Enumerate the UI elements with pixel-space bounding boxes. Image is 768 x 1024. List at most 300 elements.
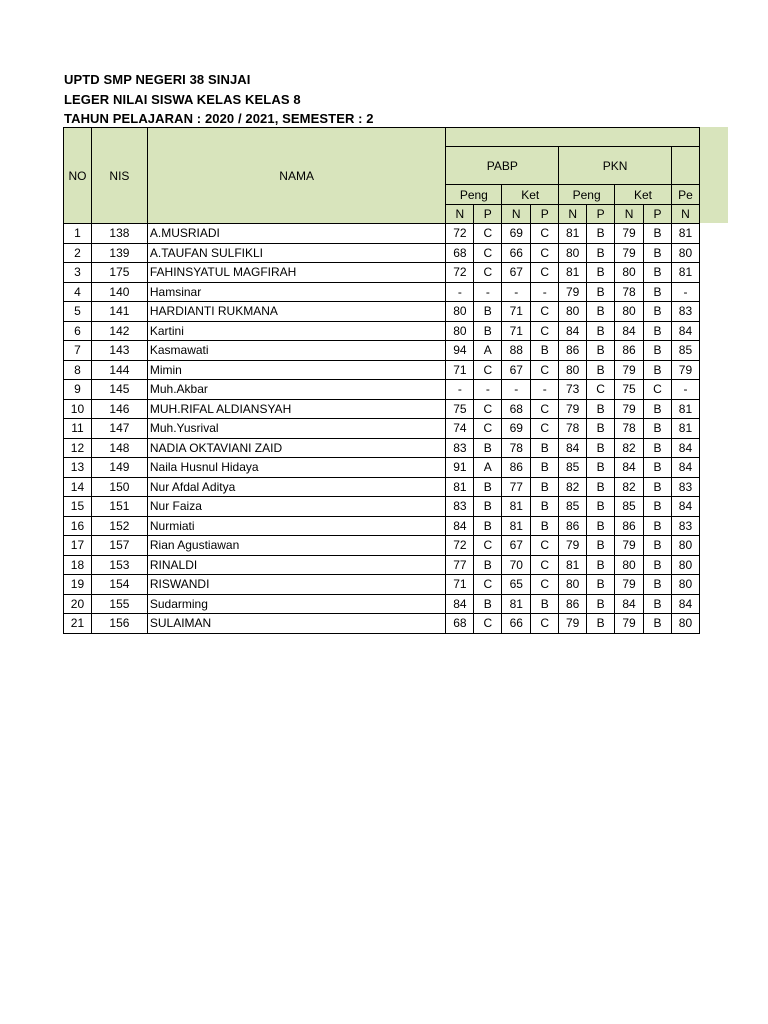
- cell-nis: 175: [91, 263, 147, 283]
- cell-pabp-ket-n: 67: [502, 263, 531, 283]
- cell-next-peng-n: 80: [671, 555, 699, 575]
- cell-pkn-peng-n: 84: [559, 321, 587, 341]
- cell-next-peng-n: 80: [671, 575, 699, 595]
- cell-pabp-peng-n: 71: [446, 360, 474, 380]
- cell-pkn-peng-n: 86: [559, 516, 587, 536]
- table-row: [64, 282, 700, 302]
- cell-pabp-ket-p: C: [531, 419, 559, 439]
- cell-no: 20: [64, 594, 92, 614]
- header-subject-partial: [671, 147, 699, 185]
- cell-pabp-ket-n: 71: [502, 321, 531, 341]
- cell-pabp-peng-p: B: [474, 594, 502, 614]
- cell-pkn-ket-p: B: [644, 575, 672, 595]
- cell-pabp-ket-p: C: [531, 243, 559, 263]
- cell-pabp-peng-p: A: [474, 341, 502, 361]
- cell-nama: Muh.Akbar: [147, 380, 446, 400]
- cell-pkn-ket-n: 85: [615, 497, 644, 517]
- cell-pabp-ket-n: 78: [502, 438, 531, 458]
- table-row: [64, 419, 700, 439]
- cell-pkn-peng-p: B: [587, 555, 615, 575]
- cell-nis: 150: [91, 477, 147, 497]
- cell-pabp-ket-n: 81: [502, 594, 531, 614]
- table-row: [64, 302, 700, 322]
- cell-no: 7: [64, 341, 92, 361]
- table-row: [64, 458, 700, 478]
- cell-pkn-peng-p: B: [587, 302, 615, 322]
- cell-pkn-ket-p: B: [644, 321, 672, 341]
- table-row: [64, 360, 700, 380]
- cell-pkn-peng-p: B: [587, 614, 615, 634]
- cell-pkn-ket-n: 79: [615, 360, 644, 380]
- cell-nis: 138: [91, 224, 147, 244]
- cell-pabp-peng-p: B: [474, 497, 502, 517]
- cell-pkn-peng-p: B: [587, 419, 615, 439]
- cell-nama: Naila Husnul Hidaya: [147, 458, 446, 478]
- report-subtitle: LEGER NILAI SISWA KELAS KELAS 8: [64, 91, 301, 107]
- cell-pkn-ket-n: 86: [615, 341, 644, 361]
- cell-pkn-ket-p: B: [644, 399, 672, 419]
- cell-pabp-peng-p: B: [474, 302, 502, 322]
- cell-pabp-peng-p: C: [474, 263, 502, 283]
- cell-no: 12: [64, 438, 92, 458]
- cell-nis: 145: [91, 380, 147, 400]
- cell-pabp-peng-n: 68: [446, 243, 474, 263]
- cell-pabp-peng-p: C: [474, 399, 502, 419]
- header-no: NO: [64, 128, 92, 224]
- cell-pkn-ket-n: 79: [615, 575, 644, 595]
- cell-pkn-ket-p: B: [644, 536, 672, 556]
- table-row: [64, 614, 700, 634]
- cell-pkn-ket-n: 79: [615, 614, 644, 634]
- table-row: [64, 594, 700, 614]
- cell-no: 14: [64, 477, 92, 497]
- cell-pabp-peng-p: B: [474, 438, 502, 458]
- cell-nama: A.MUSRIADI: [147, 224, 446, 244]
- cell-pabp-ket-p: C: [531, 555, 559, 575]
- cell-pkn-peng-n: 80: [559, 575, 587, 595]
- cell-pkn-peng-n: 80: [559, 360, 587, 380]
- cell-pkn-ket-n: 78: [615, 282, 644, 302]
- cell-nama: MUH.RIFAL ALDIANSYAH: [147, 399, 446, 419]
- header-peng: Peng: [446, 185, 502, 205]
- cell-no: 2: [64, 243, 92, 263]
- academic-year: TAHUN PELAJARAN : 2020 / 2021, SEMESTER : 2: [64, 111, 374, 126]
- cell-pabp-ket-p: B: [531, 458, 559, 478]
- cell-nis: 149: [91, 458, 147, 478]
- cell-pkn-ket-p: B: [644, 497, 672, 517]
- cell-pabp-peng-n: 91: [446, 458, 474, 478]
- cell-pkn-ket-p: B: [644, 282, 672, 302]
- cell-pkn-peng-p: B: [587, 477, 615, 497]
- cell-next-peng-n: 79: [671, 360, 699, 380]
- cell-nama: FAHINSYATUL MAGFIRAH: [147, 263, 446, 283]
- cell-no: 15: [64, 497, 92, 517]
- table-header: [64, 128, 700, 224]
- cell-nama: Nur Afdal Aditya: [147, 477, 446, 497]
- cell-no: 13: [64, 458, 92, 478]
- cell-next-peng-n: 84: [671, 497, 699, 517]
- cell-nama: HARDIANTI RUKMANA: [147, 302, 446, 322]
- header-p: P: [474, 205, 502, 224]
- cell-pkn-peng-n: 81: [559, 224, 587, 244]
- cell-pabp-ket-p: C: [531, 224, 559, 244]
- cell-pkn-ket-n: 79: [615, 224, 644, 244]
- cell-pabp-ket-n: 71: [502, 302, 531, 322]
- cell-next-peng-n: 81: [671, 224, 699, 244]
- cell-pkn-peng-n: 85: [559, 458, 587, 478]
- cell-nama: Mimin: [147, 360, 446, 380]
- cell-pabp-ket-n: 69: [502, 419, 531, 439]
- cell-next-peng-n: 83: [671, 302, 699, 322]
- cell-nis: 155: [91, 594, 147, 614]
- cell-pkn-ket-p: B: [644, 516, 672, 536]
- cell-nis: 144: [91, 360, 147, 380]
- cell-pkn-peng-n: 80: [559, 243, 587, 263]
- cell-next-peng-n: -: [671, 282, 699, 302]
- cell-nama: NADIA OKTAVIANI ZAID: [147, 438, 446, 458]
- header-p: P: [587, 205, 615, 224]
- cell-nis: 152: [91, 516, 147, 536]
- cell-pabp-peng-p: B: [474, 321, 502, 341]
- grade-table: [63, 127, 700, 634]
- header-peng: Peng: [559, 185, 615, 205]
- table-row: [64, 555, 700, 575]
- cell-next-peng-n: 84: [671, 321, 699, 341]
- header-ket: Ket: [502, 185, 559, 205]
- table-row: [64, 224, 700, 244]
- cell-pkn-ket-p: B: [644, 419, 672, 439]
- cell-pkn-peng-p: B: [587, 341, 615, 361]
- cell-pkn-peng-n: 79: [559, 536, 587, 556]
- cell-next-peng-n: 80: [671, 614, 699, 634]
- cell-pkn-ket-n: 78: [615, 419, 644, 439]
- cell-pkn-ket-n: 82: [615, 477, 644, 497]
- school-name: UPTD SMP NEGERI 38 SINJAI: [64, 72, 251, 87]
- cell-pkn-peng-n: 73: [559, 380, 587, 400]
- cell-no: 10: [64, 399, 92, 419]
- cell-nis: 140: [91, 282, 147, 302]
- cell-pkn-peng-n: 80: [559, 302, 587, 322]
- table-row: [64, 438, 700, 458]
- cell-next-peng-n: 80: [671, 243, 699, 263]
- cell-pabp-ket-n: 81: [502, 516, 531, 536]
- table-body: [64, 224, 700, 634]
- cell-pkn-peng-p: B: [587, 594, 615, 614]
- cell-nama: RISWANDI: [147, 575, 446, 595]
- cell-nama: Rian Agustiawan: [147, 536, 446, 556]
- cell-nis: 151: [91, 497, 147, 517]
- cell-pabp-ket-n: -: [502, 282, 531, 302]
- cell-pabp-ket-n: 86: [502, 458, 531, 478]
- cell-pabp-peng-p: A: [474, 458, 502, 478]
- cell-nama: Muh.Yusrival: [147, 419, 446, 439]
- cell-no: 18: [64, 555, 92, 575]
- cell-pabp-peng-n: 74: [446, 419, 474, 439]
- cell-next-peng-n: 83: [671, 516, 699, 536]
- header-n: N: [671, 205, 699, 224]
- cell-pkn-ket-n: 79: [615, 536, 644, 556]
- cell-no: 6: [64, 321, 92, 341]
- cell-nis: 139: [91, 243, 147, 263]
- cell-no: 1: [64, 224, 92, 244]
- cell-next-peng-n: 85: [671, 341, 699, 361]
- cell-pabp-ket-n: 66: [502, 614, 531, 634]
- header-p: P: [531, 205, 559, 224]
- cell-pabp-peng-p: B: [474, 477, 502, 497]
- cell-pabp-ket-p: C: [531, 321, 559, 341]
- header-subject-pkn: PKN: [559, 147, 672, 185]
- cell-pabp-peng-n: 80: [446, 302, 474, 322]
- cell-no: 3: [64, 263, 92, 283]
- cell-pabp-peng-p: -: [474, 282, 502, 302]
- cell-pkn-peng-p: B: [587, 243, 615, 263]
- cell-pkn-ket-n: 84: [615, 458, 644, 478]
- cell-pkn-peng-p: B: [587, 321, 615, 341]
- cell-pabp-peng-n: 94: [446, 341, 474, 361]
- cell-pabp-peng-n: 77: [446, 555, 474, 575]
- cell-pkn-peng-n: 85: [559, 497, 587, 517]
- cell-pkn-peng-n: 84: [559, 438, 587, 458]
- cell-nis: 148: [91, 438, 147, 458]
- cell-nama: Kasmawati: [147, 341, 446, 361]
- cell-pabp-ket-n: 88: [502, 341, 531, 361]
- report-titles: [64, 70, 704, 129]
- cell-pkn-ket-p: B: [644, 341, 672, 361]
- cell-pabp-peng-n: 83: [446, 438, 474, 458]
- cell-pkn-peng-p: B: [587, 536, 615, 556]
- cell-pabp-ket-p: B: [531, 341, 559, 361]
- cell-pkn-peng-p: B: [587, 438, 615, 458]
- header-peng-partial: Pe: [671, 185, 699, 205]
- cell-pabp-peng-p: C: [474, 224, 502, 244]
- cell-pabp-ket-n: 65: [502, 575, 531, 595]
- cell-nis: 153: [91, 555, 147, 575]
- cell-pkn-ket-n: 80: [615, 302, 644, 322]
- cell-pabp-peng-n: 81: [446, 477, 474, 497]
- cell-pkn-peng-n: 79: [559, 614, 587, 634]
- cell-pabp-ket-n: 69: [502, 224, 531, 244]
- cell-pabp-peng-p: C: [474, 243, 502, 263]
- cell-no: 16: [64, 516, 92, 536]
- cell-pkn-peng-p: B: [587, 282, 615, 302]
- cell-pabp-peng-n: 72: [446, 536, 474, 556]
- grade-table-viewport: [63, 127, 700, 637]
- cell-pkn-peng-n: 86: [559, 594, 587, 614]
- cell-pkn-peng-p: B: [587, 263, 615, 283]
- table-row: [64, 263, 700, 283]
- cell-no: 4: [64, 282, 92, 302]
- cell-pkn-ket-n: 86: [615, 516, 644, 536]
- cell-nis: 142: [91, 321, 147, 341]
- cell-pkn-ket-p: B: [644, 458, 672, 478]
- cell-pkn-peng-n: 78: [559, 419, 587, 439]
- cell-pabp-peng-p: -: [474, 380, 502, 400]
- cell-pabp-ket-p: C: [531, 263, 559, 283]
- table-row: [64, 321, 700, 341]
- cell-pabp-ket-p: C: [531, 575, 559, 595]
- cell-pkn-ket-n: 79: [615, 243, 644, 263]
- cell-pkn-peng-p: B: [587, 575, 615, 595]
- table-row: [64, 380, 700, 400]
- cell-pabp-peng-p: B: [474, 516, 502, 536]
- cell-next-peng-n: 81: [671, 399, 699, 419]
- cell-nama: Kartini: [147, 321, 446, 341]
- cell-nama: Sudarming: [147, 594, 446, 614]
- cell-pabp-ket-n: 66: [502, 243, 531, 263]
- cell-pkn-ket-n: 84: [615, 321, 644, 341]
- cell-no: 9: [64, 380, 92, 400]
- cell-pabp-ket-p: -: [531, 380, 559, 400]
- cell-pabp-peng-p: C: [474, 614, 502, 634]
- cell-next-peng-n: 81: [671, 263, 699, 283]
- cell-nis: 143: [91, 341, 147, 361]
- cell-no: 19: [64, 575, 92, 595]
- cell-pkn-ket-n: 82: [615, 438, 644, 458]
- table-row: [64, 399, 700, 419]
- cell-pkn-peng-n: 79: [559, 282, 587, 302]
- cell-pabp-ket-n: 67: [502, 360, 531, 380]
- cell-pkn-peng-n: 81: [559, 555, 587, 575]
- cell-pkn-peng-p: B: [587, 399, 615, 419]
- cell-nis: 154: [91, 575, 147, 595]
- cell-next-peng-n: 84: [671, 458, 699, 478]
- cell-next-peng-n: 81: [671, 419, 699, 439]
- cell-next-peng-n: 84: [671, 438, 699, 458]
- cell-no: 5: [64, 302, 92, 322]
- header-nama: NAMA: [147, 128, 446, 224]
- cell-pkn-peng-n: 81: [559, 263, 587, 283]
- cell-pkn-ket-p: B: [644, 614, 672, 634]
- cell-pabp-ket-n: 67: [502, 536, 531, 556]
- cell-next-peng-n: 83: [671, 477, 699, 497]
- cell-pabp-ket-p: C: [531, 536, 559, 556]
- cell-pabp-peng-n: 84: [446, 594, 474, 614]
- cell-next-peng-n: 84: [671, 594, 699, 614]
- cell-no: 21: [64, 614, 92, 634]
- header-ket: Ket: [615, 185, 672, 205]
- header-nis: NIS: [91, 128, 147, 224]
- cell-pkn-peng-p: B: [587, 516, 615, 536]
- header-n: N: [615, 205, 644, 224]
- cell-pabp-ket-p: C: [531, 302, 559, 322]
- cell-pabp-peng-n: 75: [446, 399, 474, 419]
- cell-pabp-ket-p: -: [531, 282, 559, 302]
- cell-pabp-ket-n: -: [502, 380, 531, 400]
- cell-pkn-ket-n: 80: [615, 263, 644, 283]
- cell-pabp-peng-p: C: [474, 536, 502, 556]
- cell-pkn-ket-n: 75: [615, 380, 644, 400]
- cell-no: 17: [64, 536, 92, 556]
- cell-pkn-ket-p: B: [644, 555, 672, 575]
- cell-pabp-ket-p: B: [531, 477, 559, 497]
- cell-next-peng-n: 80: [671, 536, 699, 556]
- cell-pabp-peng-n: 84: [446, 516, 474, 536]
- cell-pabp-ket-p: B: [531, 497, 559, 517]
- cell-next-peng-n: -: [671, 380, 699, 400]
- cell-nis: 146: [91, 399, 147, 419]
- cell-pabp-peng-p: C: [474, 360, 502, 380]
- cell-nama: Nurmiati: [147, 516, 446, 536]
- cell-pkn-ket-p: B: [644, 224, 672, 244]
- cell-nis: 157: [91, 536, 147, 556]
- cell-nama: Nur Faiza: [147, 497, 446, 517]
- cell-pabp-peng-n: 68: [446, 614, 474, 634]
- cell-nama: SULAIMAN: [147, 614, 446, 634]
- cell-pabp-ket-n: 77: [502, 477, 531, 497]
- cell-pabp-ket-p: B: [531, 594, 559, 614]
- cell-pkn-peng-p: B: [587, 224, 615, 244]
- table-row: [64, 536, 700, 556]
- cell-nis: 147: [91, 419, 147, 439]
- cell-pabp-ket-p: B: [531, 438, 559, 458]
- table-row: [64, 575, 700, 595]
- cell-pabp-ket-p: B: [531, 516, 559, 536]
- cell-pabp-peng-p: B: [474, 555, 502, 575]
- cell-pabp-ket-p: C: [531, 614, 559, 634]
- cell-nis: 156: [91, 614, 147, 634]
- cell-pabp-peng-n: 72: [446, 263, 474, 283]
- header-n: N: [446, 205, 474, 224]
- header-group-empty: [446, 128, 700, 147]
- table-row: [64, 477, 700, 497]
- header-p: P: [644, 205, 672, 224]
- header-n: N: [559, 205, 587, 224]
- cell-pkn-peng-p: B: [587, 360, 615, 380]
- cell-pkn-ket-p: B: [644, 243, 672, 263]
- cell-pabp-ket-n: 68: [502, 399, 531, 419]
- cell-pkn-ket-p: B: [644, 438, 672, 458]
- cell-pkn-ket-p: B: [644, 302, 672, 322]
- cell-pabp-peng-n: 71: [446, 575, 474, 595]
- table-row: [64, 497, 700, 517]
- cell-pabp-peng-p: C: [474, 575, 502, 595]
- table-row: [64, 243, 700, 263]
- header-n: N: [502, 205, 531, 224]
- cell-pabp-ket-p: C: [531, 360, 559, 380]
- cell-pabp-peng-n: -: [446, 282, 474, 302]
- cell-pkn-peng-p: B: [587, 458, 615, 478]
- table-row: [64, 516, 700, 536]
- cell-pabp-peng-n: -: [446, 380, 474, 400]
- cell-nis: 141: [91, 302, 147, 322]
- header-overflow-fill: [700, 127, 728, 223]
- cell-pabp-ket-n: 81: [502, 497, 531, 517]
- cell-nama: A.TAUFAN SULFIKLI: [147, 243, 446, 263]
- cell-no: 8: [64, 360, 92, 380]
- cell-pkn-peng-n: 79: [559, 399, 587, 419]
- cell-pabp-peng-p: C: [474, 419, 502, 439]
- cell-pkn-ket-p: B: [644, 360, 672, 380]
- cell-pabp-peng-n: 83: [446, 497, 474, 517]
- cell-nama: RINALDI: [147, 555, 446, 575]
- cell-pkn-ket-p: B: [644, 477, 672, 497]
- cell-pkn-peng-p: B: [587, 497, 615, 517]
- header-subject-pabp: PABP: [446, 147, 559, 185]
- cell-pkn-ket-p: C: [644, 380, 672, 400]
- cell-pabp-ket-n: 70: [502, 555, 531, 575]
- cell-pabp-ket-p: C: [531, 399, 559, 419]
- cell-no: 11: [64, 419, 92, 439]
- cell-pkn-ket-n: 80: [615, 555, 644, 575]
- cell-pkn-ket-p: B: [644, 263, 672, 283]
- cell-nama: Hamsinar: [147, 282, 446, 302]
- cell-pkn-peng-n: 82: [559, 477, 587, 497]
- cell-pkn-ket-n: 79: [615, 399, 644, 419]
- cell-pabp-peng-n: 80: [446, 321, 474, 341]
- cell-pabp-peng-n: 72: [446, 224, 474, 244]
- cell-pkn-ket-n: 84: [615, 594, 644, 614]
- cell-pkn-peng-p: C: [587, 380, 615, 400]
